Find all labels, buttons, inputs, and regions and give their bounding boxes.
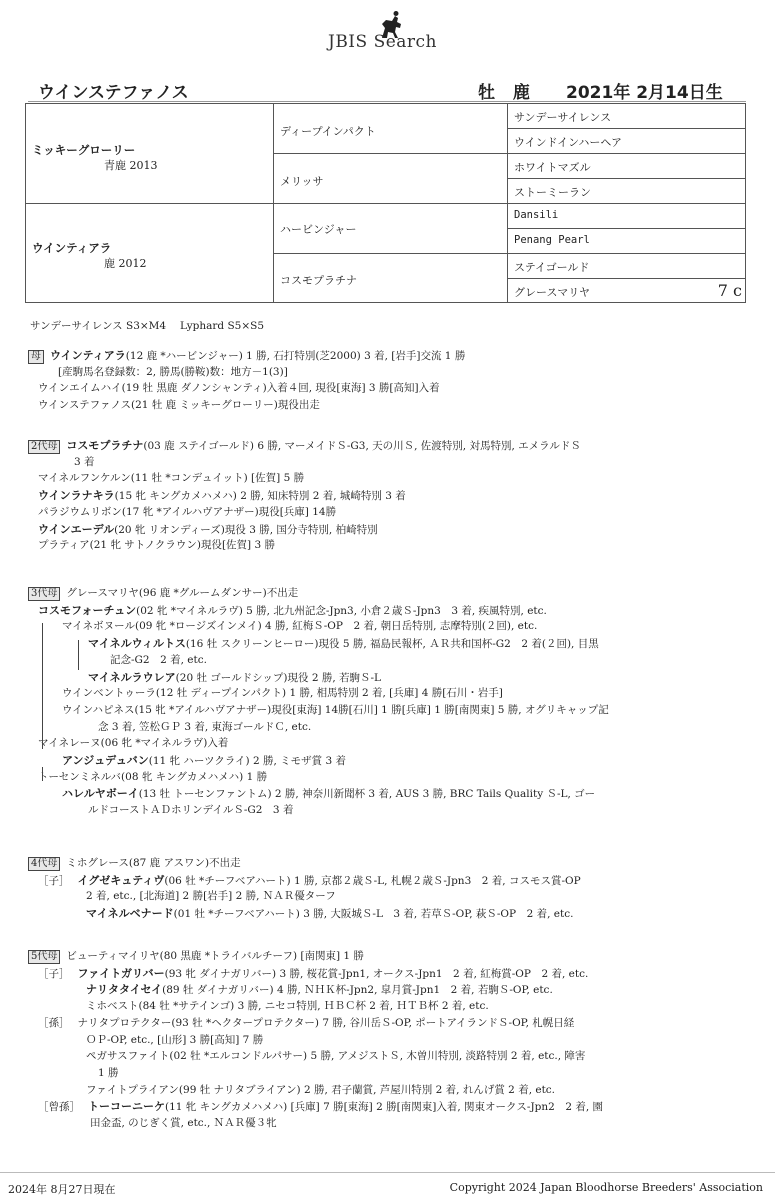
horse-link[interactable]: ファイトガリバー bbox=[77, 966, 165, 980]
pedigree-record-line bbox=[86, 981, 553, 997]
pedigree-record-line bbox=[86, 1082, 555, 1097]
pedigree-record-line bbox=[38, 521, 378, 537]
pedigree-cell bbox=[274, 104, 508, 154]
record-text: マイネレーヌ(06 牝 *マイネルラヴ)入着 bbox=[38, 737, 229, 750]
horse-sex-color: 牡 鹿 bbox=[478, 83, 536, 103]
horse-title-row bbox=[28, 72, 746, 102]
record-text: (11 牝 キングカメハメハ) [兵庫] 7 勝[東海] 2 勝[南関東]入着, 関東オークス-Jpn2 2 着, 園 bbox=[165, 1101, 604, 1114]
record-text: ミホグレース(87 鹿 アスワン)不出走 bbox=[66, 857, 241, 869]
record-text: (20 牝 リオンディーズ)現役 3 勝, 国分寺特別, 柏崎特別 bbox=[114, 523, 378, 536]
pedigree-dam-cell bbox=[26, 204, 274, 303]
pedigree-cell bbox=[508, 179, 746, 204]
record-text: ウインエイムハイ(19 牡 黒鹿 ダノンシャンティ)入着４回, 現役[東海] 3 勝[高知]入着 bbox=[38, 382, 440, 395]
pedigree-record-line bbox=[88, 635, 599, 651]
pedigree-record-line bbox=[62, 785, 595, 801]
record-text: (12 鹿 *ハービンジャー) 1 勝, 石打特別(芝2000) 3 着, [岩手]交流 1 勝 bbox=[125, 350, 466, 362]
relation-label: ［孫］ bbox=[38, 1016, 70, 1029]
record-text: (89 牡 ダイナガリバー) 4 勝, ＮＨＫ杯-Jpn2, 皐月賞-Jpn1 2 着, 若駒Ｓ-OP, etc. bbox=[162, 984, 553, 997]
generation-label: 2代母 bbox=[28, 440, 60, 454]
horse-link[interactable]: ハレルヤボーイ bbox=[62, 787, 139, 801]
horse-link[interactable]: トーコーニーケ bbox=[88, 1100, 165, 1114]
dam-dam-sire-name[interactable]: ステイゴールド bbox=[514, 261, 590, 274]
record-text: パラジウムリボン(17 牝 *アイルハヴアナザー)現役[兵庫] 14勝 bbox=[38, 505, 337, 518]
pedigree-record-line bbox=[86, 888, 336, 903]
tree-connector bbox=[42, 767, 43, 781]
record-text: (93 牝 ダイナガリバー) 3 勝, 桜花賞-Jpn1, オークス-Jpn1 2 着, 紅梅賞-OP 2 着, etc. bbox=[164, 967, 589, 980]
horse-link[interactable]: ナリタタイセイ bbox=[86, 983, 163, 997]
record-text: (02 牝 *マイネルラヴ) 5 勝, 北九州記念-Jpn3, 小倉２歳Ｓ-Jpn3 3 着, 疾風特別, etc. bbox=[136, 604, 547, 617]
record-text: (13 牡 トーセンファントム) 2 勝, 神奈川新聞杯 3 着, AUS 3 勝, BRC Tails Quality Ｓ-L, ゴー bbox=[138, 788, 596, 801]
pedigree-record-line bbox=[98, 1065, 119, 1080]
pedigree-record-line bbox=[86, 905, 573, 921]
pedigree-record-line bbox=[62, 702, 609, 717]
pedigree-cell bbox=[508, 254, 746, 279]
pedigree-record-line bbox=[38, 872, 581, 888]
pedigree-record-line bbox=[38, 1098, 603, 1114]
horse-birth-date: 2021年 2月14日生 bbox=[566, 83, 723, 103]
horse-link[interactable]: ウインティアラ bbox=[50, 349, 126, 362]
pedigree-record-line bbox=[62, 752, 346, 768]
tree-connector bbox=[42, 623, 43, 749]
horse-link[interactable]: コスモフォーチュン bbox=[38, 603, 137, 617]
pedigree-record-line bbox=[28, 855, 241, 871]
pedigree-record-line bbox=[38, 537, 275, 552]
record-text: 念 3 着, 笠松ＧＰ 3 着, 東海ゴールドＣ, etc. bbox=[98, 720, 312, 733]
pedigree-record-line bbox=[38, 602, 547, 618]
record-text: ミホベスト(84 牡 *サテインゴ) 3 勝, ニセコ特別, ＨＢＣ杯 2 着, ＨＴＢ杯 2 着, etc. bbox=[86, 1000, 489, 1013]
pedigree-record-line bbox=[62, 618, 537, 633]
pedigree-record-line bbox=[86, 1032, 263, 1047]
generation-label: 5代母 bbox=[28, 950, 60, 964]
pedigree-record-line bbox=[38, 965, 588, 981]
pedigree-record-line bbox=[38, 735, 228, 750]
dam-sire-dam-name[interactable]: Penang Pearl bbox=[514, 234, 590, 246]
record-text: 記念-G2 2 着, etc. bbox=[110, 653, 207, 666]
record-text: (16 牡 スクリーンヒーロー)現役 5 勝, 福島民報杯, ＡＲ共和国杯-G2 2 着(２回), 目黒 bbox=[185, 638, 599, 651]
horse-link[interactable]: コスモプラチナ bbox=[66, 439, 144, 452]
pedigree-record-line bbox=[28, 437, 581, 454]
sire-dam-name[interactable]: メリッサ bbox=[280, 175, 324, 188]
sire-color-year: 青鹿 2013 bbox=[104, 159, 158, 172]
pedigree-cell bbox=[274, 154, 508, 204]
footer-copyright: Copyright 2024 Japan Bloodhorse Breeders' Association bbox=[449, 1181, 763, 1194]
tree-connector bbox=[78, 640, 79, 670]
family-number: 7 c bbox=[717, 281, 742, 300]
horse-name: ウインステファノス bbox=[38, 83, 189, 103]
pedigree-sire-cell bbox=[26, 104, 274, 204]
record-text: ナリタプロテクター(93 牡 *ヘクタープロテクター) 7 勝, 谷川岳Ｓ-OP, ポートアイランドＳ-OP, 札幌日経 bbox=[77, 1016, 575, 1029]
pedigree-record-line bbox=[38, 1015, 574, 1030]
sire-dam-sire-name[interactable]: ホワイトマズル bbox=[514, 161, 591, 174]
record-text: ＯＰ-OP, etc., [山形] 3 勝[高知] 7 勝 bbox=[86, 1033, 264, 1046]
horse-link[interactable]: ウインエーデル bbox=[38, 522, 115, 536]
pedigree-record-line bbox=[38, 397, 320, 412]
relation-label: ［子］ bbox=[38, 967, 70, 980]
dam-sire-name[interactable]: ハービンジャー bbox=[280, 223, 357, 236]
record-text: ファイトプライアン(99 牡 ナリタブライアン) 2 勝, 君子蘭賞, 芦屋川特別 2 着, れんげ賞 2 着, etc. bbox=[86, 1083, 556, 1096]
pedigree-record-line bbox=[28, 948, 364, 964]
record-text: ビューティマイリヤ(80 黒鹿 *トライバルチーフ) [南関東] 1 勝 bbox=[66, 950, 364, 962]
dam-dam-name[interactable]: コスモプラチナ bbox=[280, 274, 357, 287]
pedigree-record-line bbox=[86, 998, 489, 1013]
pedigree-record-line bbox=[62, 685, 503, 700]
dam-dam-dam-name[interactable]: グレースマリヤ bbox=[514, 286, 591, 299]
logo-text: JBIS Search bbox=[328, 32, 438, 52]
record-text: (15 牝 キングカメハメハ) 2 勝, 知床特別 2 着, 城崎特別 3 着 bbox=[114, 490, 406, 503]
record-text: 2 着, etc., [北海道] 2 勝[岩手] 2 勝, ＮＡＲ優ターフ bbox=[86, 890, 336, 903]
pedigree-cell bbox=[508, 104, 746, 129]
pedigree-record-line bbox=[58, 364, 288, 379]
pedigree-record-line bbox=[28, 585, 298, 601]
generation-label: 4代母 bbox=[28, 857, 60, 871]
record-text: [産駒馬名登録数：2, 勝馬(勝鞍)数：地方－1(3)] bbox=[58, 365, 288, 378]
record-text: マイネボヌール(09 牝 *ロージズインメイ) 4 勝, 紅梅Ｓ-OP 2 着, 朝日岳特別, 志摩特別(２回), etc. bbox=[62, 620, 538, 633]
record-text: ウインハピネス(15 牝 *アイルハヴアナザー)現役[東海] 14勝[石川] 1 勝[兵庫] 1 勝[南関東] 5 勝, オグリキャップ記 bbox=[62, 703, 609, 716]
pedigree-record-line bbox=[38, 470, 304, 485]
pedigree-record-line bbox=[38, 487, 406, 503]
record-text: (03 鹿 ステイゴールド) 6 勝, マーメイドＳ-G3, 天の川Ｓ, 佐渡特別, 対馬特別, エメラルドＳ bbox=[143, 440, 581, 452]
record-text: 田金盃, のじぎく賞, etc., ＮＡＲ優３牝 bbox=[90, 1117, 277, 1129]
record-text: ペガサスファイト(02 牡 *エルコンドルパサー) 5 勝, アメジストＳ, 木曽川特別, 淡路特別 2 着, etc., 障害 bbox=[86, 1050, 586, 1063]
footer-date: 2024年 8月27日現在 bbox=[8, 1183, 116, 1196]
pedigree-record-line bbox=[88, 802, 293, 817]
generation-label: 3代母 bbox=[28, 587, 60, 601]
record-text: 3 着 bbox=[74, 455, 95, 468]
pedigree-cell bbox=[274, 254, 508, 303]
record-text: (06 牡 *チーフベアハート) 1 勝, 京都２歳Ｓ-L, 札幌２歳Ｓ-Jpn3 2 着, コスモス賞-OP bbox=[164, 874, 581, 887]
sire-sire-sire-name[interactable]: サンデーサイレンス bbox=[514, 111, 612, 124]
jbis-logo[interactable] bbox=[328, 10, 468, 54]
pedigree-record-line bbox=[98, 719, 311, 734]
pedigree-record-line bbox=[86, 1048, 585, 1063]
pedigree-record-line bbox=[74, 454, 95, 469]
sire-dam-dam-name[interactable]: ストーミーラン bbox=[514, 186, 591, 199]
sire-sire-name[interactable]: ディープインパクト bbox=[280, 125, 376, 138]
pedigree-record-line bbox=[38, 769, 267, 784]
pedigree-cell bbox=[508, 229, 746, 254]
record-text: (11 牝 ハーツクライ) 2 勝, ミモザ賞 3 着 bbox=[148, 755, 347, 767]
inbreeding-info: サンデーサイレンス S3×M4 Lyphard S5×S5 bbox=[30, 320, 265, 332]
pedigree-record-line bbox=[90, 1115, 277, 1130]
generation-label: 母 bbox=[28, 350, 44, 364]
dam-sire-sire-name[interactable]: Dansili bbox=[514, 209, 559, 221]
horse-link[interactable]: アンジュデュバン bbox=[62, 754, 149, 767]
relation-label: ［子］ bbox=[38, 874, 70, 887]
pedigree-table bbox=[25, 103, 746, 303]
record-text: ウインベントゥーラ(12 牡 ディープインパクト) 1 勝, 相馬特別 2 着, [兵庫] 4 勝[石川・岩手] bbox=[62, 687, 503, 700]
record-text: ルドコーストＡＤホリンデイルＳ-G2 3 着 bbox=[88, 804, 294, 817]
footer-divider bbox=[0, 1172, 775, 1173]
record-text: マイネルフンケルン(11 牡 *コンデュイット) [佐賀] 5 勝 bbox=[38, 472, 305, 485]
record-text: グレースマリヤ(96 鹿 *グルームダンサー)不出走 bbox=[66, 587, 299, 599]
horse-link[interactable]: イグゼキュティヴ bbox=[77, 873, 165, 887]
pedigree-cell bbox=[508, 204, 746, 229]
pedigree-cell bbox=[274, 204, 508, 254]
record-text: (20 牡 ゴールドシップ)現役 2 勝, 若駒Ｓ-L bbox=[175, 671, 382, 684]
pedigree-cell bbox=[508, 154, 746, 179]
pedigree-record-line bbox=[110, 652, 207, 667]
record-text: トーセンミネルバ(08 牝 キングカメハメハ) 1 勝 bbox=[38, 770, 268, 783]
record-text: 1 勝 bbox=[98, 1066, 119, 1079]
pedigree-record-line bbox=[88, 669, 381, 685]
dam-color-year: 鹿 2012 bbox=[104, 257, 147, 270]
pedigree-record-line bbox=[28, 347, 465, 364]
record-text: (01 牡 *チーフベアハート) 3 勝, 大阪城Ｓ-L 3 着, 若草Ｓ-OP, 萩Ｓ-OP 2 着, etc. bbox=[173, 908, 574, 921]
pedigree-cell bbox=[508, 129, 746, 154]
horse-link[interactable]: ウインラナキラ bbox=[38, 489, 115, 503]
horse-link[interactable]: マイネルウィルトス bbox=[88, 637, 186, 651]
pedigree-record-line bbox=[38, 380, 440, 395]
dam-name[interactable]: ウインティアラ bbox=[32, 241, 112, 255]
horse-link[interactable]: マイネルラウレア bbox=[88, 670, 176, 684]
pedigree-record-line bbox=[38, 504, 336, 519]
record-text: プラティア(21 牝 サトノクラウン)現役[佐賀] 3 勝 bbox=[38, 539, 275, 552]
horse-link[interactable]: マイネルベナード bbox=[86, 907, 174, 921]
relation-label: ［曾孫］ bbox=[38, 1101, 80, 1114]
sire-sire-dam-name[interactable]: ウインドインハーヘア bbox=[514, 136, 623, 149]
pedigree-cell bbox=[508, 279, 746, 303]
record-text: ウインステファノス(21 牡 鹿 ミッキーグローリー)現役出走 bbox=[38, 399, 320, 412]
sire-name[interactable]: ミッキーグローリー bbox=[32, 143, 136, 157]
